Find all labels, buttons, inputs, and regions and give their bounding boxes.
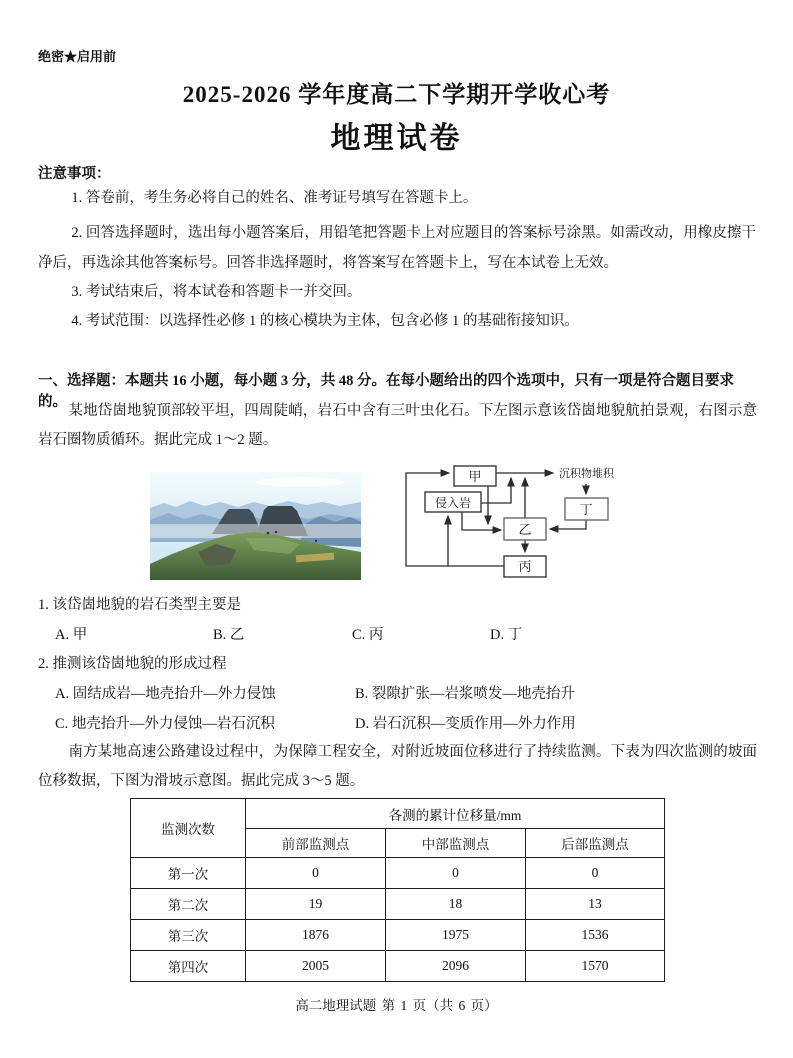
table-row xyxy=(131,920,665,951)
arrow-bing-to-jia xyxy=(406,473,504,566)
q1-option-d: D. 丁 xyxy=(490,627,523,643)
table-row xyxy=(131,858,665,889)
question-1-text: 1. 该岱崮地貌的岩石类型主要是 xyxy=(38,597,241,613)
table-subheader-rear: 后部监测点 xyxy=(526,829,665,858)
q2-option-b: B. 裂隙扩张—岩浆喷发—地壳抬升 xyxy=(355,686,575,702)
cell-value: 1570 xyxy=(526,951,665,982)
question-2-text: 2. 推测该岱崮地貌的形成过程 xyxy=(38,656,227,672)
notice-item-3: 3. 考试结束后，将本试卷和答题卡一并交回。 xyxy=(71,284,362,300)
box-bing-label: 丙 xyxy=(518,559,532,574)
box-intrusive-label: 侵入岩 xyxy=(434,496,472,510)
q1-option-a: A. 甲 xyxy=(55,627,88,643)
table-row xyxy=(131,951,665,982)
cell-value: 0 xyxy=(246,858,386,889)
q2-option-d: D. 岩石沉积—变质作用—外力作用 xyxy=(355,716,576,732)
q2-option-c: C. 地壳抬升—外力侵蚀—岩石沉积 xyxy=(55,716,275,732)
table-group-header: 各测的累计位移量/mm xyxy=(246,799,665,829)
page-footer: 高二地理试题 第 1 页（共 6 页） xyxy=(295,998,498,1013)
cell-value: 0 xyxy=(386,858,526,889)
cell-value: 18 xyxy=(386,889,526,920)
photo-tree-dot xyxy=(267,532,270,535)
cell-value: 13 xyxy=(526,889,665,920)
photo-tree-dot xyxy=(315,540,317,542)
mesa-landform-photo xyxy=(150,472,361,580)
exam-session-title: 2025-2026 学年度高二下学期开学收心考 xyxy=(182,82,611,107)
cell-value: 1536 xyxy=(526,920,665,951)
cell-value: 1975 xyxy=(386,920,526,951)
arrow-ding-to-yi xyxy=(550,520,586,529)
row-label: 第四次 xyxy=(131,951,246,982)
section-1-heading: 一、选择题：本题共 16 小题，每小题 3 分，共 48 分。在每小题给出的四个选项中，只有一项是符合题目要求的。 xyxy=(38,373,734,410)
q1-option-c: C. 丙 xyxy=(352,627,384,643)
table-corner-header: 监测次数 xyxy=(131,799,246,858)
table-subheader-front: 前部监测点 xyxy=(246,829,386,858)
notice-item-1: 1. 答卷前，考生务必将自己的姓名、准考证号填写在答题卡上。 xyxy=(71,190,478,206)
box-ding-label: 丁 xyxy=(579,502,593,517)
subject-title: 地理试卷 xyxy=(330,122,463,155)
notices-heading: 注意事项： xyxy=(38,166,111,182)
table-row xyxy=(131,889,665,920)
cell-value: 2005 xyxy=(246,951,386,982)
cell-value: 0 xyxy=(526,858,665,889)
sediment-accumulation-label: 沉积物堆积 xyxy=(559,468,614,480)
q2-option-a: A. 固结成岩—地壳抬升—外力侵蚀 xyxy=(55,686,276,702)
notice-item-2: 2. 回答选择题时，选出每小题答案后，用铅笔把答题卡上对应题目的答案标号涂黑。如需改动，用橡皮擦干净后，再选涂其他答案标号。回答非选择题时，将答案写在答题卡上，写在本试卷上无效。 xyxy=(38,225,756,271)
q1-option-b: B. 乙 xyxy=(213,627,245,643)
box-jia-label: 甲 xyxy=(468,469,482,484)
photo-cloud xyxy=(255,477,345,487)
stimulus-passage-2: 南方某地高速公路建设过程中，为保障工程安全，对附近坡面位移进行了持续监测。下表为四次监测的坡面位移数据，下图为滑坡示意图。据此完成 3～5 题。 xyxy=(38,744,757,789)
row-label: 第一次 xyxy=(131,858,246,889)
cell-value: 19 xyxy=(246,889,386,920)
secrecy-label: 绝密★启用前 xyxy=(38,49,117,64)
photo-tree-dot xyxy=(275,531,277,533)
cell-value: 1876 xyxy=(246,920,386,951)
row-label: 第三次 xyxy=(131,920,246,951)
row-label: 第二次 xyxy=(131,889,246,920)
arrow-intrusive-to-yi xyxy=(462,512,501,530)
displacement-monitoring-table xyxy=(130,798,665,982)
cell-value: 2096 xyxy=(386,951,526,982)
stimulus-passage-1: 某地岱崮地貌顶部较平坦，四周陡峭，岩石中含有三叶虫化石。下左图示意该岱崮地貌航拍景观，右图示意岩石圈物质循环。据此完成 1～2 题。 xyxy=(38,403,757,448)
table-subheader-middle: 中部监测点 xyxy=(386,829,526,858)
box-yi-label: 乙 xyxy=(518,522,532,537)
notice-item-4: 4. 考试范围：以选择性必修 1 的核心模块为主体，包含必修 1 的基础衔接知识。 xyxy=(71,313,579,329)
rock-cycle-diagram xyxy=(398,458,663,590)
